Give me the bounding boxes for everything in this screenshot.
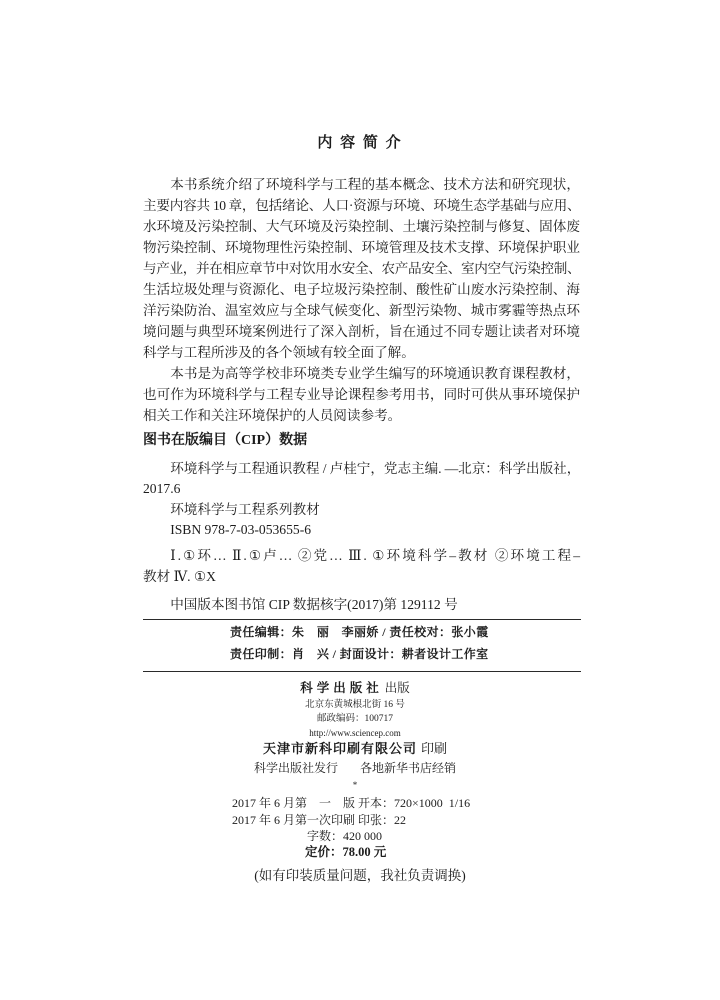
credit-separator: / xyxy=(378,625,390,639)
publisher-postcode: 邮政编码：100717 xyxy=(316,714,393,724)
cip-number-text: 中国版本图书馆 CIP 数据核字(2017)第 129112 号 xyxy=(170,597,458,612)
price: 定价：78.00 元 xyxy=(305,845,387,859)
cip-record-line: 环境科学与工程通识教程 / 卢桂宁，党志主编. —北京：科学出版社， xyxy=(170,460,580,476)
summary-title: 内 容 简 介 xyxy=(317,135,403,151)
printing-line: 2017 年 6 月第一次印刷 xyxy=(232,813,356,827)
summary-line: 主要内容共 10 章，包括绪论、人口·资源与环境、环境生态学基础与应用、 xyxy=(143,197,580,213)
printer-name: 天津市新科印刷有限公司 xyxy=(262,741,417,756)
credits-line xyxy=(230,623,489,641)
credit-label: 封面设计： xyxy=(339,647,402,661)
summary-line: 本书系统介绍了环境科学与工程的基本概念、技术方法和研究现状， xyxy=(170,176,580,192)
printing-row xyxy=(232,812,406,828)
cip-classification xyxy=(143,546,580,587)
credits-line xyxy=(230,645,489,663)
cip-record-line: 2017.6 xyxy=(143,481,181,496)
publisher-name: 科学出版社 xyxy=(300,681,383,695)
credit-value: 张小霞 xyxy=(451,625,489,639)
cip-number xyxy=(143,595,580,615)
word-count: 字数：420 000 xyxy=(307,829,383,843)
divider-rule xyxy=(143,619,581,620)
cip-record-line: 环境科学与工程系列教材 xyxy=(170,501,320,517)
summary-line: 科学与工程所涉及的各个领域有较全面了解。 xyxy=(143,344,415,360)
cip-isbn: ISBN 978-7-03-053655-6 xyxy=(170,522,312,537)
cip-record xyxy=(143,459,580,541)
summary-line: 生活垃圾处理与资源化、电子垃圾污染控制、酸性矿山废水污染控制、海 xyxy=(143,281,580,297)
cip-classification-line: 教材 Ⅳ. ①X xyxy=(143,568,216,584)
printer-row xyxy=(0,740,710,758)
asterisk-separator: * xyxy=(352,780,358,790)
format-info: 开本：720×1000 1/16 xyxy=(358,796,471,810)
distribution-retail: 各地新华书店经销 xyxy=(360,761,457,775)
quality-notice: (如有印装质量问题，我社负责调换) xyxy=(254,868,466,883)
credit-label: 责任印制： xyxy=(230,647,293,661)
summary-line: 本书是为高等学校非环境类专业学生编写的环境通识教育课程教材， xyxy=(170,365,580,381)
printer-action: 印刷 xyxy=(421,741,448,756)
cip-heading: 图书在版编目（CIP）数据 xyxy=(143,433,308,448)
summary-line: 水环境及污染控制、大气环境及污染控制、土壤污染控制与修复、固体废 xyxy=(143,218,580,234)
credit-separator: / xyxy=(329,647,340,661)
summary-line: 与产业，并在相应章节中对饮用水安全、农产品安全、室内空气污染控制、 xyxy=(143,260,580,276)
publisher-row xyxy=(0,679,710,697)
distribution-row xyxy=(0,760,710,776)
divider-rule xyxy=(143,671,581,672)
credit-value: 耕者设计工作室 xyxy=(401,647,489,661)
summary-line: 也可作为环境科学与工程专业导论课程参考用书，同时可供从事环境保护 xyxy=(143,386,580,402)
summary-line: 相关工作和关注环境保护的人员阅读参考。 xyxy=(143,407,402,423)
publisher-action: 出版 xyxy=(384,681,410,695)
distribution-publisher: 科学出版社发行 xyxy=(253,761,338,775)
edition-row xyxy=(232,795,470,811)
credit-label: 责任编辑： xyxy=(230,625,293,639)
publisher-website: http://www.sciencep.com xyxy=(309,728,401,738)
credit-label: 责任校对： xyxy=(389,625,452,639)
cip-classification-line: Ⅰ.①环… Ⅱ.①卢… ②党… Ⅲ. ①环境科学–教材 ②环境工程– xyxy=(170,548,580,563)
credit-value: 肖 兴 xyxy=(292,647,330,661)
summary-line: 境问题与典型环境案例进行了深入剖析，旨在通过不同专题让读者对环境 xyxy=(143,323,580,339)
credit-value: 朱 丽 李丽娇 xyxy=(292,625,379,639)
sheets-info: 印张：22 xyxy=(358,813,407,827)
edition-line: 2017 年 6 月第 一 版 xyxy=(232,796,356,810)
summary-line: 洋污染防治、温室效应与全球气候变化、新型污染物、城市雾霾等热点环 xyxy=(143,302,580,318)
publisher-address: 北京东黄城根北街 16 号 xyxy=(305,700,405,710)
summary-body xyxy=(143,174,580,426)
summary-line: 物污染控制、环境物理性污染控制、环境管理及技术支撑、环境保护职业 xyxy=(143,239,580,255)
